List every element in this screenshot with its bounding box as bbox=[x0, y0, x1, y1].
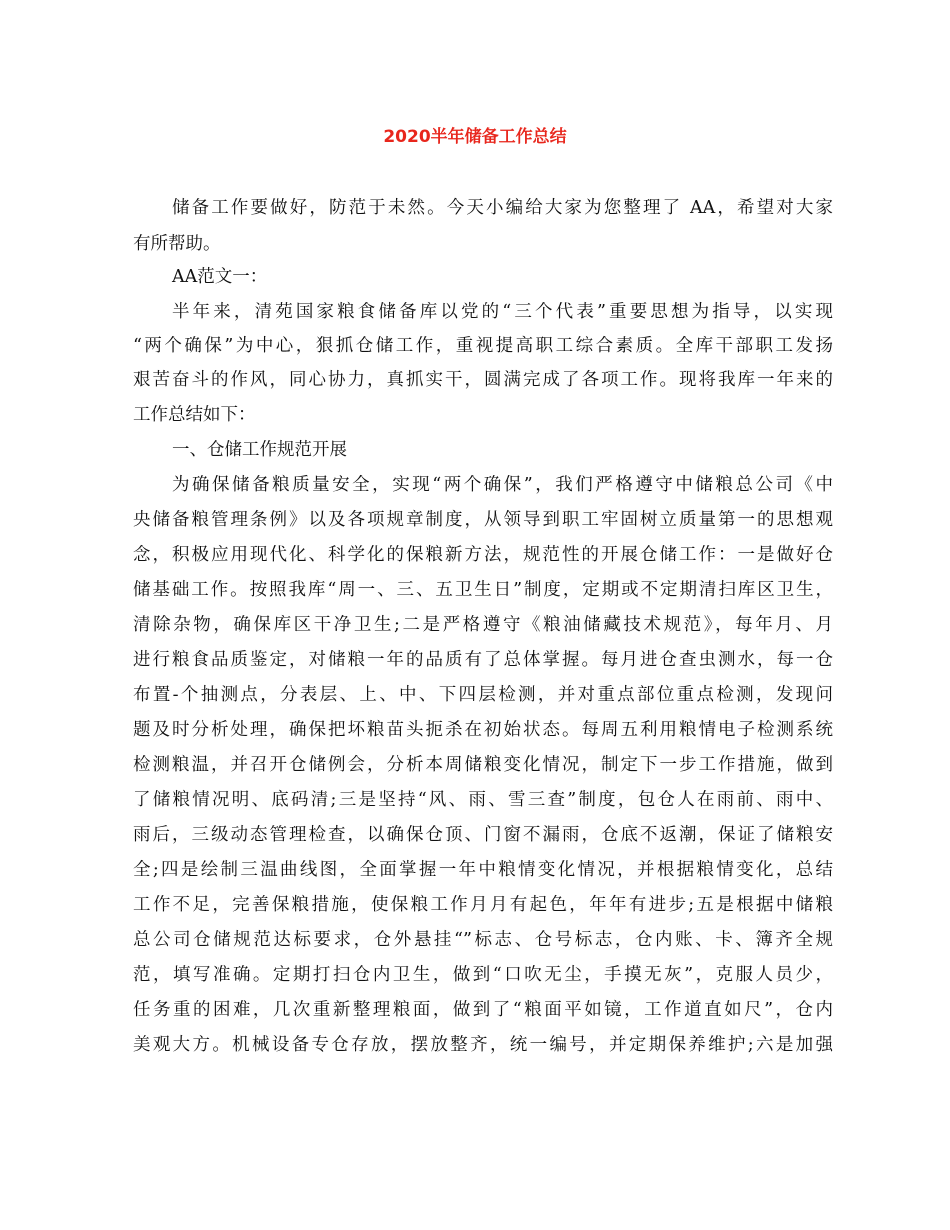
body-line: 储基础工作。按照我库“周一、三、五卫生日”制度，定期或不定期清扫库区卫生， bbox=[133, 580, 833, 600]
section-heading: 一、仓储工作规范开展 bbox=[172, 440, 347, 460]
body-line: 工作不足，完善保粮措施，使保粮工作月月有起色，年年有进步;五是根据中储粮 bbox=[133, 895, 833, 915]
body-line: 美观大方。机械设备专仓存放，摆放整齐，统一编号，并定期保养维护;六是加强 bbox=[133, 1035, 833, 1055]
body-line: 艰苦奋斗的作风，同心协力，真抓实干，圆满完成了各项工作。现将我库一年来的 bbox=[133, 370, 833, 390]
body-line: 央储备粮管理条例》以及各项规章制度，从领导到职工牢固树立质量第一的思想观 bbox=[133, 510, 833, 530]
body-line: “两个确保”为中心，狠抓仓储工作，重视提高职工综合素质。全库干部职工发扬 bbox=[133, 336, 833, 356]
section-label: AA范文一： bbox=[172, 267, 268, 287]
document-title: 2020半年储备工作总结 bbox=[383, 127, 567, 147]
body-line: 布置-个抽测点，分表层、上、中、下四层检测，并对重点部位重点检测，发现问 bbox=[133, 685, 833, 705]
body-line: 检测粮温，并召开仓储例会，分析本周储粮变化情况，制定下一步工作措施，做到 bbox=[133, 755, 833, 775]
body-line: 任务重的困难，几次重新整理粮面，做到了“粮面平如镜，工作道直如尺”，仓内 bbox=[133, 1000, 833, 1020]
body-line: 进行粮食品质鉴定，对储粮一年的品质有了总体掌握。每月进仓查虫测水，每一仓 bbox=[133, 650, 833, 670]
body-line: 总公司仓储规范达标要求，仓外悬挂“”标志、仓号标志，仓内账、卡、簿齐全规 bbox=[133, 930, 833, 950]
body-line: 为确保储备粮质量安全，实现“两个确保”，我们严格遵守中储粮总公司《中 bbox=[172, 475, 833, 495]
body-line: 全;四是绘制三温曲线图，全面掌握一年中粮情变化情况，并根据粮情变化，总结 bbox=[133, 860, 833, 880]
body-line: 有所帮助。 bbox=[133, 234, 221, 254]
body-line: 雨后，三级动态管理检查，以确保仓顶、门窗不漏雨，仓底不返潮，保证了储粮安 bbox=[133, 825, 833, 845]
body-line: 念，积极应用现代化、科学化的保粮新方法，规范性的开展仓储工作：一是做好仓 bbox=[133, 545, 833, 565]
body-line: 范，填写准确。定期打扫仓内卫生，做到“口吹无尘，手摸无灰”，克服人员少， bbox=[133, 965, 833, 985]
body-line: 了储粮情况明、底码清;三是坚持“风、雨、雪三查”制度，包仓人在雨前、雨中、 bbox=[133, 790, 833, 810]
body-line: 工作总结如下： bbox=[133, 405, 256, 425]
body-line: 储备工作要做好，防范于未然。今天小编给大家为您整理了 AA，希望对大家 bbox=[172, 198, 833, 218]
body-line: 清除杂物，确保库区干净卫生;二是严格遵守《粮油储藏技术规范》，每年月、月 bbox=[133, 615, 833, 635]
body-line: 半年来，清苑国家粮食储备库以党的“三个代表”重要思想为指导，以实现 bbox=[172, 302, 833, 322]
body-line: 题及时分析处理，确保把坏粮苗头扼杀在初始状态。每周五利用粮情电子检测系统 bbox=[133, 720, 833, 740]
